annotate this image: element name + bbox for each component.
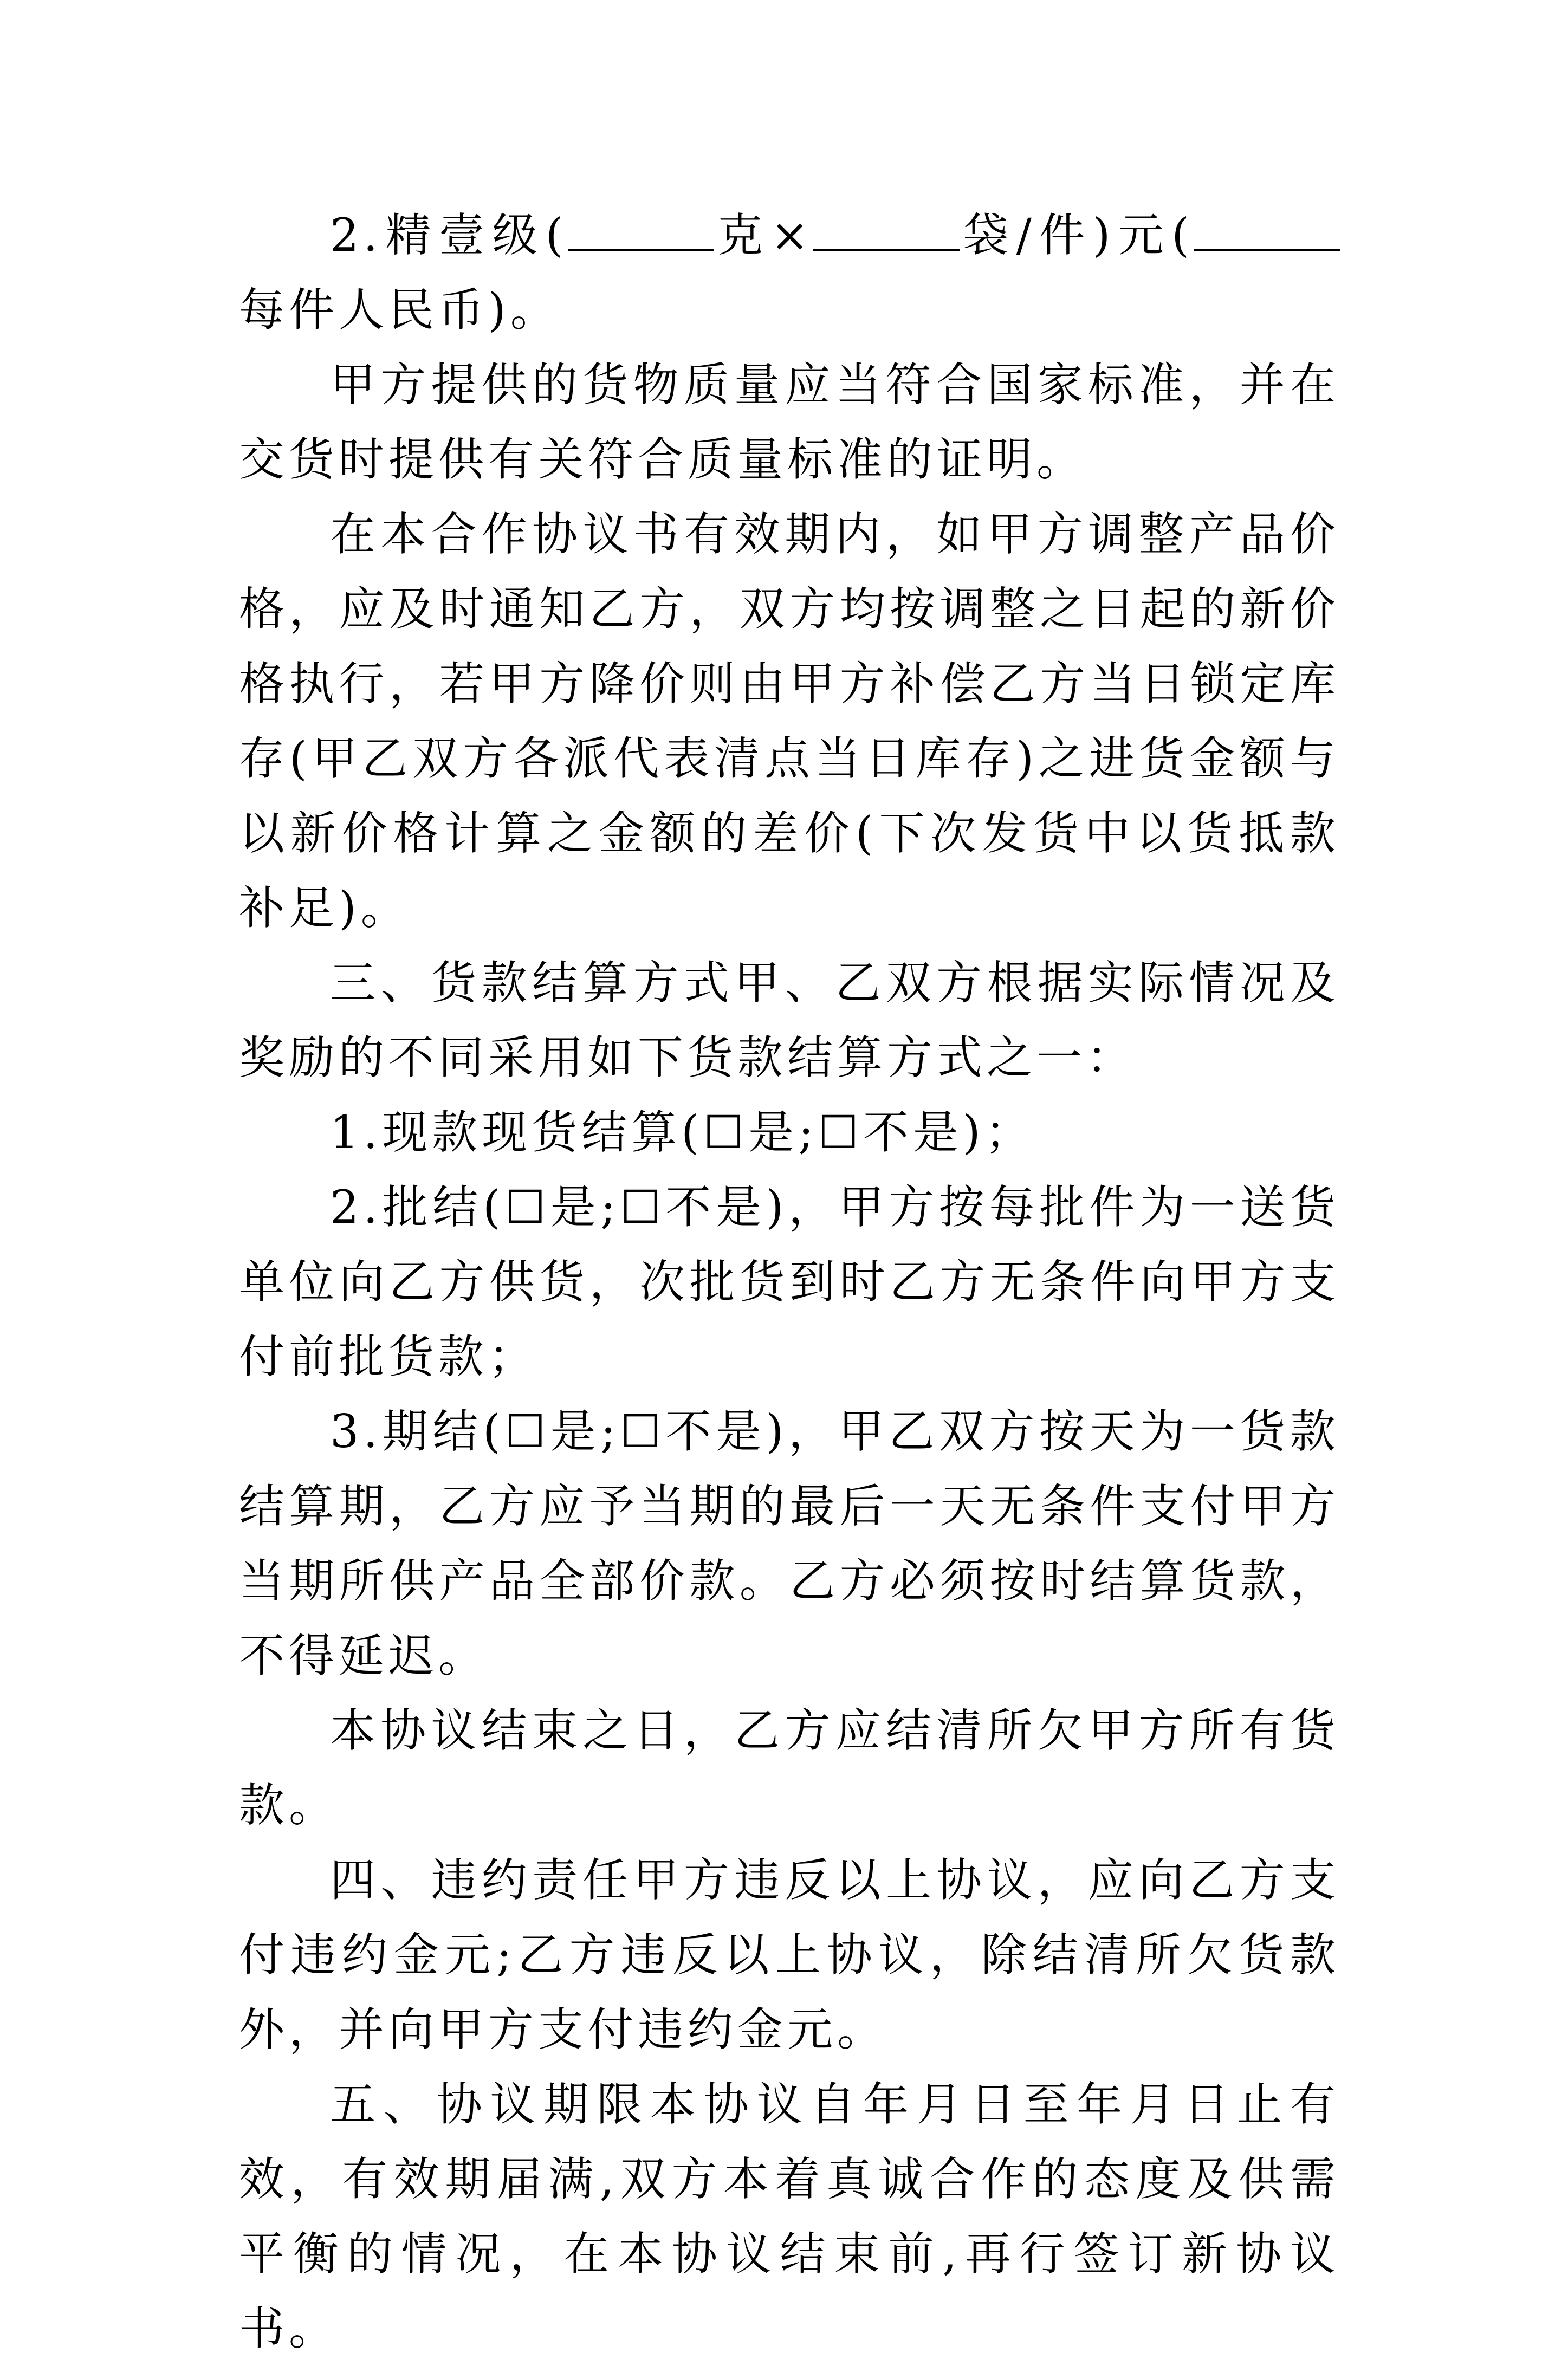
item-2-grams: 克× (714, 209, 813, 262)
blank-line-bags[interactable] (813, 249, 960, 251)
paragraph-item-2 (239, 198, 1340, 347)
paragraph-settlement-1: 1.现款现货结算(☐是;☐不是)； (330, 1106, 1035, 1159)
paragraph-quality: 甲方提供的货物质量应当符合国家标准，并在交货时提供有关符合质量标准的证明。 (239, 358, 1340, 486)
paragraph-settlement-3: 3.期结(☐是;☐不是)，甲乙双方按天为一货款结算期，乙方应予当期的最后一天无条件支付甲方当期所供产品全部价款。乙方必须按时结算货款，不得延迟。 (239, 1405, 1340, 1682)
blank-line-price[interactable] (1194, 249, 1340, 251)
blank-line-grams[interactable] (568, 249, 714, 251)
paragraph-settlement-heading: 三、货款结算方式甲、乙双方根据实际情况及奖励的不同采用如下货款结算方式之一： (239, 956, 1340, 1084)
paragraph-term: 五、协议期限本协议自年月日至年月日止有效，有效期届满,双方本着真诚合作的态度及供需平衡的情况，在本协议结束前,再行签订新协议书。 (239, 2078, 1340, 2355)
paragraph-settlement-2: 2.批结(☐是;☐不是)，甲方按每批件为一送货单位向乙方供货，次批货到时乙方无条件向甲方支付前批货款； (239, 1181, 1340, 1383)
item-2-prefix: 2.精壹级( (330, 209, 568, 262)
document-body (239, 198, 1340, 2366)
paragraph-price-adjustment: 在本合作协议书有效期内，如甲方调整产品价格，应及时通知乙方，双方均按调整之日起的新价格执行，若甲方降价则由甲方补偿乙方当日锁定库存(甲乙双方各派代表清点当日库存)之进货金额与以新价格计算之金额的差价(下次发货中以货抵款补足)。 (239, 508, 1340, 935)
item-2-bags: 袋/件)元( (959, 209, 1194, 262)
item-2-suffix: 每件人民币)。 (239, 283, 560, 336)
paragraph-agreement-end: 本协议结束之日，乙方应结清所欠甲方所有货款。 (239, 1704, 1340, 1832)
paragraph-breach: 四、违约责任甲方违反以上协议，应向乙方支付违约金元;乙方违反以上协议，除结清所欠货款外，并向甲方支付违约金元。 (239, 1853, 1340, 2056)
